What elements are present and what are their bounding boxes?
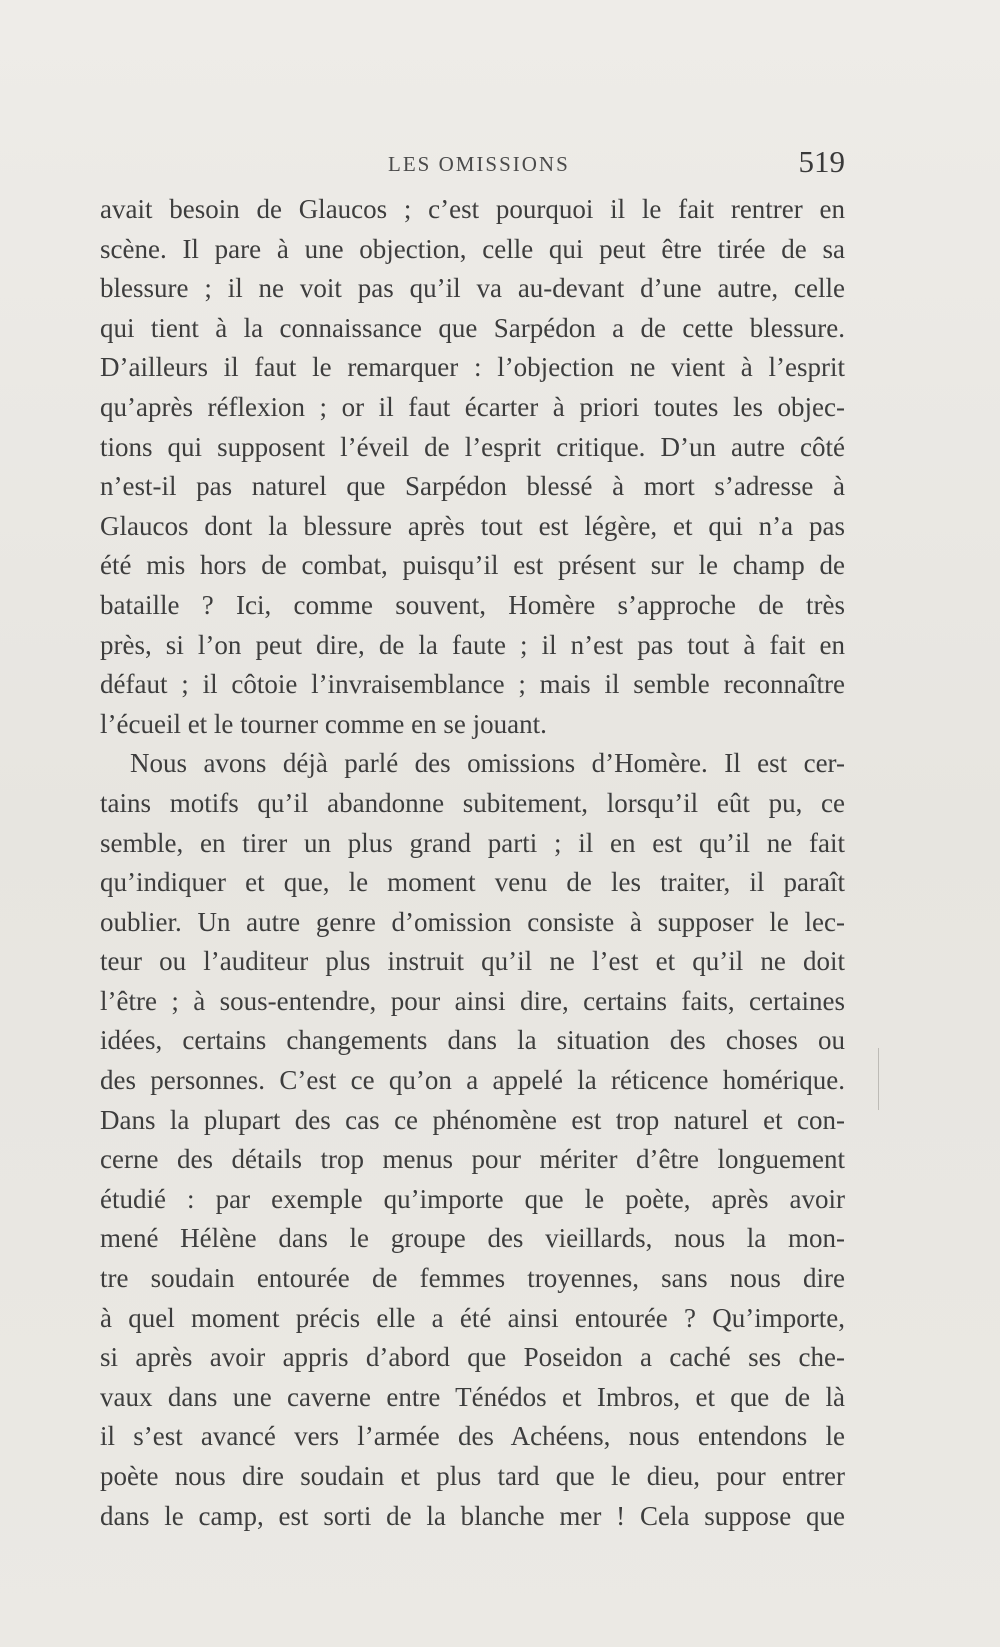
text-line: qu’après réflexion ; or il faut écarter à priori toutes les objec- xyxy=(100,391,845,422)
text-line: si après avoir appris d’abord que Poseidon a caché ses che- xyxy=(100,1342,845,1373)
body-text xyxy=(100,190,845,1536)
text-line: l’écueil et le tourner comme en se jouant. xyxy=(100,708,547,739)
text-line: tre soudain entourée de femmes troyennes, sans nous dire xyxy=(100,1263,845,1294)
paragraph-2 xyxy=(100,744,845,1536)
text-line: scène. Il pare à une objection, celle qui peut être tirée de sa xyxy=(100,233,845,264)
text-line: teur ou l’auditeur plus instruit qu’il ne l’est et qu’il ne doit xyxy=(100,946,845,977)
text-line: près, si l’on peut dire, de la faute ; il n’est pas tout à fait en xyxy=(100,629,845,660)
text-line: étudié : par exemple qu’importe que le poète, après avoir xyxy=(100,1183,845,1214)
text-line: cerne des détails trop menus pour mériter d’être longuement xyxy=(100,1144,845,1175)
text-line: dans le camp, est sorti de la blanche mer ! Cela suppose que xyxy=(100,1500,845,1531)
text-line: été mis hors de combat, puisqu’il est présent sur le champ de xyxy=(100,550,845,581)
text-line: qui tient à la connaissance que Sarpédon a de cette blessure. xyxy=(100,312,845,343)
text-line: bataille ? Ici, comme souvent, Homère s’approche de très xyxy=(100,589,845,620)
text-line: vaux dans une caverne entre Ténédos et Imbros, et que de là xyxy=(100,1381,845,1412)
text-line: tains motifs qu’il abandonne subitement, lorsqu’il eût pu, ce xyxy=(100,787,845,818)
text-line: semble, en tirer un plus grand parti ; il en est qu’il ne fait xyxy=(100,827,845,858)
text-line: blessure ; il ne voit pas qu’il va au-devant d’une autre, celle xyxy=(100,273,845,304)
text-line: oublier. Un autre genre d’omission consiste à supposer le lec- xyxy=(100,906,845,937)
text-line: n’est-il pas naturel que Sarpédon blessé à mort s’adresse à xyxy=(100,471,845,502)
text-line: qu’indiquer et que, le moment venu de les traiter, il paraît xyxy=(100,867,845,898)
text-line: défaut ; il côtoie l’invraisemblance ; mais il semble reconnaître xyxy=(100,669,845,700)
text-line: Dans la plupart des cas ce phénomène est trop naturel et con- xyxy=(100,1104,845,1135)
text-line: mené Hélène dans le groupe des vieillards, nous la mon- xyxy=(100,1223,845,1254)
running-head xyxy=(100,144,845,179)
margin-mark xyxy=(878,1048,879,1110)
running-title: LES OMISSIONS xyxy=(388,152,570,176)
text-line: l’être ; à sous-entendre, pour ainsi dire, certains faits, certaines xyxy=(100,985,845,1016)
text-line: poète nous dire soudain et plus tard que le dieu, pour entrer xyxy=(100,1461,845,1491)
page-number: 519 xyxy=(798,144,845,179)
text-line: à quel moment précis elle a été ainsi entourée ? Qu’importe, xyxy=(100,1302,845,1333)
text-line: Glaucos dont la blessure après tout est légère, et qui n’a pas xyxy=(100,510,845,541)
paragraph-1 xyxy=(100,190,845,744)
text-line: il s’est avancé vers l’armée des Achéens, nous entendons le xyxy=(100,1421,845,1452)
text-line: des personnes. C’est ce qu’on a appelé la réticence homérique. xyxy=(100,1065,845,1096)
text-line: Nous avons déjà parlé des omissions d’Homère. Il est cer- xyxy=(130,748,845,779)
text-line: avait besoin de Glaucos ; c’est pourquoi il le fait rentrer en xyxy=(100,194,845,224)
text-line: tions qui supposent l’éveil de l’esprit critique. D’un autre côté xyxy=(100,431,845,462)
text-line: idées, certains changements dans la situation des choses ou xyxy=(100,1025,845,1056)
text-line: D’ailleurs il faut le remarquer : l’objection ne vient à l’esprit xyxy=(100,352,845,383)
